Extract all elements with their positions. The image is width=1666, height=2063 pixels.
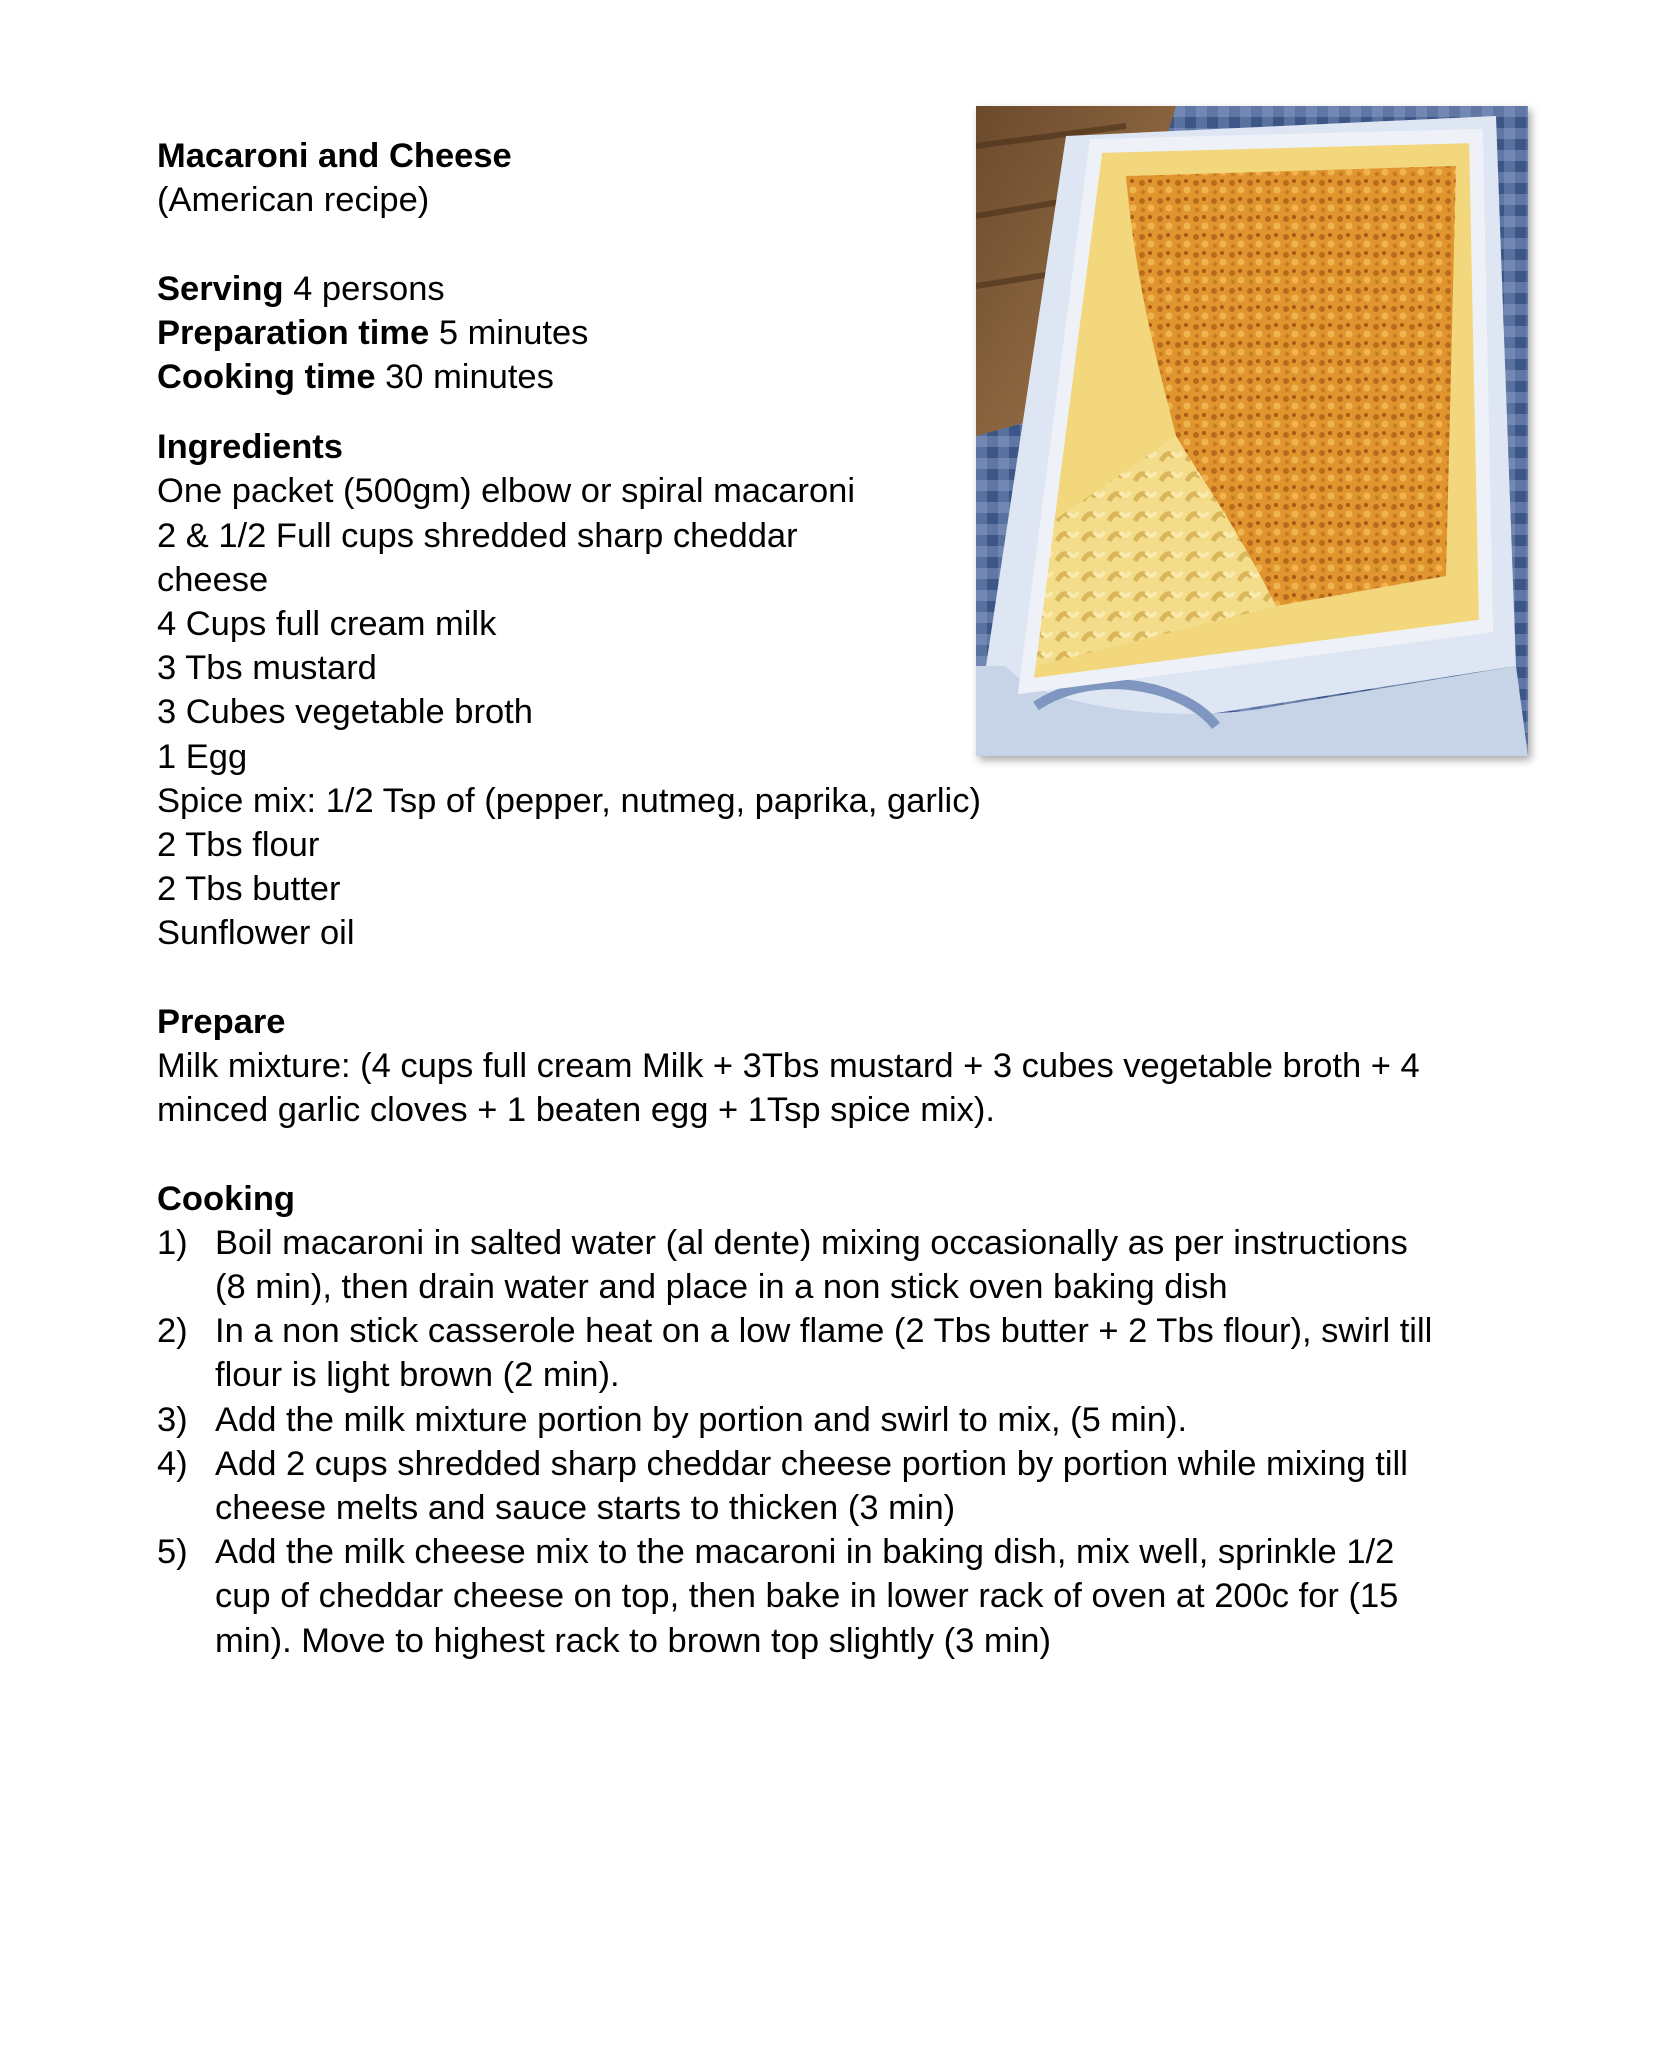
prep-time-info xyxy=(157,311,1557,355)
step-line: flour is light brown (2 min). xyxy=(215,1356,620,1395)
serving-label: Serving xyxy=(157,269,284,308)
ingredients-list xyxy=(157,469,1557,955)
step-number: 4) xyxy=(157,1444,188,1483)
recipe-subtitle: (American recipe) xyxy=(157,181,430,220)
step-number: 2) xyxy=(157,1312,188,1351)
cook-time-value: 30 minutes xyxy=(385,358,554,396)
cooking-heading: Cooking xyxy=(157,1179,295,1218)
ingredient-line: 4 Cups full cream milk xyxy=(157,605,497,644)
step-line: cup of cheddar cheese on top, then bake in lower rack of oven at 200c for (15 xyxy=(215,1577,1399,1616)
ingredient-line: cheese xyxy=(157,560,269,599)
prep-time-label: Preparation time xyxy=(157,313,430,352)
prepare-line: Milk mixture: (4 cups full cream Milk + 3Tbs mustard + 3 cubes vegetable broth + 4 xyxy=(157,1047,1420,1086)
step-line: cheese melts and sauce starts to thicken (3 min) xyxy=(215,1489,956,1528)
ingredient-line: Sunflower oil xyxy=(157,914,355,953)
ingredient-line: 3 Cubes vegetable broth xyxy=(157,693,533,732)
cooking-step xyxy=(157,1530,1557,1663)
step-line: min). Move to highest rack to brown top slightly (3 min) xyxy=(215,1621,1051,1660)
recipe-text xyxy=(157,134,1557,1663)
cooking-step xyxy=(157,1442,1557,1530)
prep-time-value: 5 minutes xyxy=(438,313,589,352)
step-line: Add the milk cheese mix to the macaroni in baking dish, mix well, sprinkle 1/2 xyxy=(215,1533,1395,1572)
serving-value: 4 persons xyxy=(293,269,445,308)
ingredient-line: Spice mix: 1/2 Tsp of (pepper, nutmeg, paprika, garlic) xyxy=(157,781,981,820)
cook-time-info xyxy=(157,355,1557,399)
serving-info xyxy=(157,267,1557,311)
cook-time-label: Cooking time xyxy=(157,358,376,396)
step-line: Boil macaroni in salted water (al dente) mixing occasionally as per instructions xyxy=(215,1223,1408,1262)
cooking-step xyxy=(157,1221,1557,1309)
step-number: 1) xyxy=(157,1223,188,1262)
prepare-line: minced garlic cloves + 1 beaten egg + 1Tsp spice mix). xyxy=(157,1091,996,1130)
ingredients-heading: Ingredients xyxy=(157,428,343,467)
step-line: In a non stick casserole heat on a low flame (2 Tbs butter + 2 Tbs flour), swirl till xyxy=(215,1312,1433,1351)
cooking-step xyxy=(157,1309,1557,1397)
recipe-title: Macaroni and Cheese xyxy=(157,137,512,175)
cooking-step xyxy=(157,1398,1557,1442)
ingredient-line: 1 Egg xyxy=(157,737,248,776)
ingredient-line: 3 Tbs mustard xyxy=(157,649,377,688)
ingredient-line: 2 Tbs butter xyxy=(157,870,341,909)
step-line: Add the milk mixture portion by portion and swirl to mix, (5 min). xyxy=(215,1400,1188,1439)
step-number: 3) xyxy=(157,1400,188,1439)
prepare-heading: Prepare xyxy=(157,1002,286,1041)
cooking-steps xyxy=(157,1221,1557,1663)
ingredient-line: One packet (500gm) elbow or spiral macaroni xyxy=(157,472,855,511)
ingredient-line: 2 Tbs flour xyxy=(157,826,320,865)
step-line: (8 min), then drain water and place in a non stick oven baking dish xyxy=(215,1268,1228,1307)
ingredient-line: 2 & 1/2 Full cups shredded sharp cheddar xyxy=(157,516,798,555)
step-number: 5) xyxy=(157,1533,188,1572)
step-line: Add 2 cups shredded sharp cheddar cheese portion by portion while mixing till xyxy=(215,1444,1408,1483)
